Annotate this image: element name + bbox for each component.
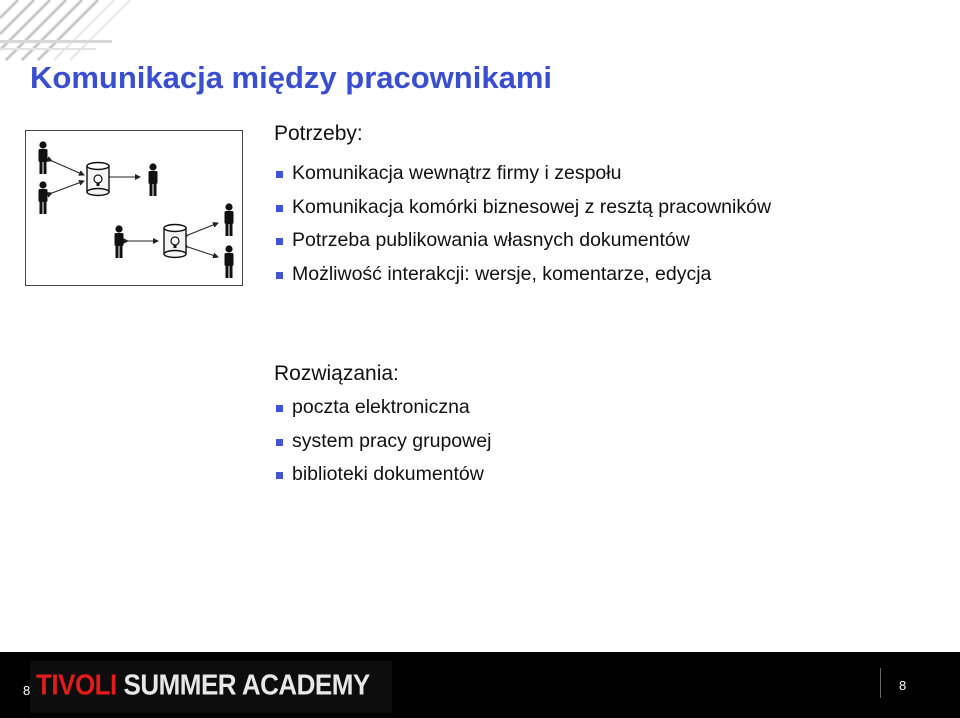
list-item (274, 224, 771, 258)
list-item (274, 258, 771, 292)
page-number-left: 8 (23, 683, 31, 698)
solutions-heading: Rozwiązania: (274, 362, 399, 385)
person-icon (225, 245, 234, 278)
list-item (274, 191, 771, 225)
bullet-square-icon (276, 439, 283, 446)
list-item-text: biblioteki dokumentów (292, 463, 484, 485)
list-item-text: system pracy grupowej (292, 429, 492, 452)
bullet-square-icon (276, 472, 283, 479)
needs-heading: Potrzeby: (274, 122, 363, 145)
list-item-text: poczta elektroniczna (292, 396, 470, 418)
database-icon (87, 163, 109, 196)
logo-brand: TIVOLI (36, 668, 117, 701)
list-item-text: Komunikacja wewnątrz firmy i zespołu (292, 162, 622, 184)
slide-title: Komunikacja między pracownikami (30, 60, 553, 95)
communication-diagram (25, 130, 243, 286)
page-number-right: 8 (899, 678, 907, 693)
bullet-square-icon (276, 272, 283, 279)
list-item (274, 157, 771, 191)
person-icon (225, 203, 234, 236)
list-item (274, 458, 491, 492)
database-icon (164, 225, 186, 258)
list-item (274, 425, 491, 459)
list-item-text: Możliwość interakcji: wersje, komentarze, edycja (292, 262, 712, 285)
person-icon (39, 141, 48, 174)
bullet-square-icon (276, 405, 283, 412)
top-stripes-decoration (0, 0, 240, 62)
needs-list (274, 157, 771, 291)
bullet-square-icon (276, 171, 283, 178)
bullet-square-icon (276, 205, 283, 212)
list-item-text: Komunikacja komórki biznesowej z resztą pracowników (292, 195, 772, 218)
list-item (274, 391, 491, 425)
solutions-list (274, 391, 491, 492)
footer-divider (880, 668, 881, 698)
logo-rest: SUMMER ACADEMY (116, 668, 370, 701)
tivoli-summer-academy-logo (36, 668, 370, 702)
person-icon (115, 225, 124, 258)
person-icon (149, 163, 158, 196)
person-icon (39, 181, 48, 214)
bullet-square-icon (276, 238, 283, 245)
list-item-text: Potrzeba publikowania własnych dokumentów (292, 229, 690, 251)
